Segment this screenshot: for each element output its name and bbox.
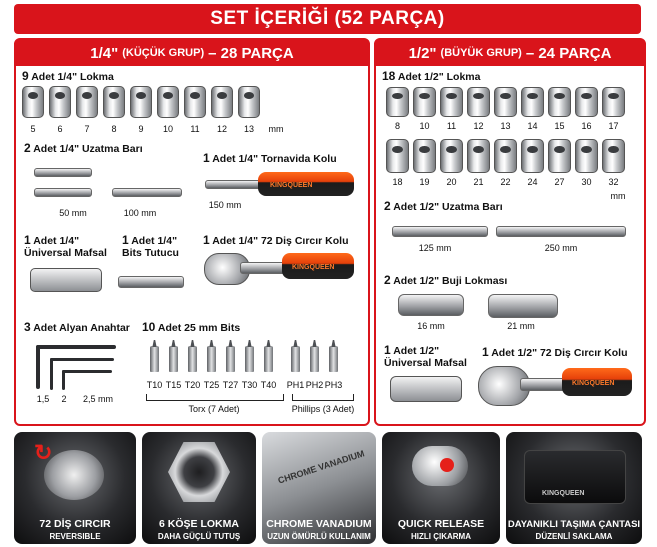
large-group-subtitle: (BÜYÜK GRUP) — [440, 47, 522, 59]
half-extension-125 — [392, 226, 488, 237]
hex-key-large-short — [36, 345, 40, 389]
spark-socket-21 — [488, 294, 558, 318]
half-socket-size: 19 — [419, 177, 430, 187]
quarter-socket — [184, 86, 206, 118]
half-socket — [575, 87, 598, 117]
torx-group-label: Torx (7 Adet) — [188, 404, 240, 414]
small-group-drive: 1/4" — [90, 44, 119, 62]
half-socket-size: 8 — [394, 121, 400, 131]
bit-size: T30 — [241, 380, 258, 390]
quarter-sockets-label: 9 Adet 1/4" Lokma — [22, 69, 114, 83]
feature-quick-sub: HIZLI ÇIKARMA — [411, 532, 471, 541]
half-socket-size: 13 — [500, 121, 511, 131]
half-socket-size: 20 — [446, 177, 457, 187]
half-socket-size: 16 — [581, 121, 592, 131]
half-socket-size: 30 — [581, 177, 592, 187]
universal-joint-quarter — [30, 268, 102, 292]
screwdriver-bit — [264, 346, 273, 372]
case-brand: KINGQUEEN — [542, 490, 585, 497]
screwdriver-bit — [150, 346, 159, 372]
half-socket — [467, 139, 490, 173]
half-socket — [413, 139, 436, 173]
bit-size: T20 — [184, 380, 201, 390]
quarter-ratchet-brand: KINGQUEEN — [292, 264, 335, 271]
quarter-socket — [76, 86, 98, 118]
half-socket — [602, 87, 625, 117]
screwdriver-size: 150 mm — [208, 200, 242, 210]
large-group-count: – 24 PARÇA — [525, 44, 612, 62]
half-socket — [440, 139, 463, 173]
half-socket — [386, 139, 409, 173]
bit-size: T15 — [165, 380, 182, 390]
quick-release-dot-icon — [440, 458, 454, 472]
phillips-group-label: Phillips (3 Adet) — [291, 404, 355, 414]
half-socket — [494, 87, 517, 117]
half-extension-250 — [496, 226, 626, 237]
quarter-socket — [157, 86, 179, 118]
hex-size-3: 2,5 mm — [82, 394, 113, 404]
feature-hex-socket — [142, 432, 256, 544]
half-extension-size-125: 125 mm — [418, 243, 452, 253]
screwdriver-bit — [188, 346, 197, 372]
half-socket — [548, 87, 571, 117]
small-group-count: – 28 PARÇA — [208, 44, 294, 62]
universal-joint-half — [390, 376, 462, 402]
large-group-header — [376, 40, 644, 66]
hex-keys-label: 3 Adet Alyan Anahtar — [24, 320, 130, 334]
bit-holder-label: 1 Adet 1/4" Bits Tutucu — [122, 233, 179, 259]
feature-chrome-title: CHROME VANADIUM — [266, 518, 372, 530]
quarter-socket-size: 6 — [57, 124, 63, 134]
bit-size: T40 — [260, 380, 277, 390]
hex-key-large-long — [36, 345, 116, 349]
half-socket — [413, 87, 436, 117]
half-socket — [521, 139, 544, 173]
quarter-socket-size: 10 — [162, 124, 173, 134]
half-ratchet-brand: KINGQUEEN — [572, 380, 615, 387]
half-socket — [548, 139, 571, 173]
half-socket-size: 18 — [392, 177, 403, 187]
half-socket — [575, 139, 598, 173]
quarter-socket-size: 8 — [111, 124, 117, 134]
bit-size: PH2 — [305, 380, 324, 390]
half-socket-size: 24 — [527, 177, 538, 187]
spark-sockets-label: 2 Adet 1/2" Buji Lokması — [384, 273, 508, 287]
quarter-socket — [130, 86, 152, 118]
half-socket-size: 17 — [608, 121, 619, 131]
chrome-engraving: CHROME VANADIUM — [276, 448, 366, 486]
ratchet-gear-icon — [44, 450, 104, 500]
hex-size-2: 2 — [61, 394, 67, 404]
spark-size-16: 16 mm — [417, 321, 445, 331]
hex-key-small-short — [62, 370, 65, 390]
bit-size: T27 — [222, 380, 239, 390]
feature-ratchet — [14, 432, 136, 544]
quarter-socket-size: 12 — [216, 124, 227, 134]
quarter-ratchet-label: 1 Adet 1/4" 72 Diş Cırcır Kolu — [203, 233, 349, 247]
half-socket-size: 10 — [419, 121, 430, 131]
half-joint-label: 1 Adet 1/2" Üniversal Mafsal — [384, 343, 467, 369]
screwdriver-bit — [226, 346, 235, 372]
half-sockets-unit: mm — [610, 191, 626, 201]
feature-case-sub: DÜZENLİ SAKLAMA — [535, 532, 613, 541]
half-socket-size: 22 — [500, 177, 511, 187]
feature-chrome-vanadium — [262, 432, 376, 544]
small-group-subtitle: (KÜÇÜK GRUP) — [122, 47, 205, 59]
half-socket — [386, 87, 409, 117]
reverse-arrow-icon: ↻ — [34, 440, 53, 465]
half-socket-size: 14 — [527, 121, 538, 131]
feature-quick-title: QUICK RELEASE — [397, 518, 485, 530]
extension-size-100: 100 mm — [123, 208, 157, 218]
quarter-joint-label: 1 Adet 1/4" Üniversal Mafsal — [24, 233, 107, 259]
screwdriver-bit — [169, 346, 178, 372]
screwdriver-bit — [329, 346, 338, 372]
half-socket-size: 15 — [554, 121, 565, 131]
bit-size: PH3 — [324, 380, 343, 390]
screwdriver-bit — [291, 346, 300, 372]
hex-size-1: 1,5 — [36, 394, 50, 404]
bits-label: 10 Adet 25 mm Bits — [142, 320, 241, 334]
spark-size-21: 21 mm — [507, 321, 535, 331]
quarter-socket-size: 13 — [243, 124, 254, 134]
extension-size-50: 50 mm — [59, 208, 87, 218]
hex-socket-icon — [168, 442, 230, 502]
half-socket — [440, 87, 463, 117]
feature-ratchet-title: 72 DİŞ CIRCIR — [39, 518, 111, 530]
half-socket-size: 11 — [446, 121, 457, 131]
phillips-bracket — [292, 394, 354, 401]
bit-size: T10 — [146, 380, 163, 390]
quarter-socket — [49, 86, 71, 118]
half-extensions-label: 2 Adet 1/2" Uzatma Barı — [384, 199, 503, 213]
bit-size: PH1 — [286, 380, 305, 390]
torx-bracket — [146, 394, 284, 401]
feature-case-title: DAYANIKLI TAŞIMA ÇANTASI — [507, 519, 641, 530]
set-contents-banner: SET İÇERİĞİ (52 PARÇA) — [14, 4, 641, 34]
half-extension-size-250: 250 mm — [544, 243, 578, 253]
half-socket — [602, 139, 625, 173]
quarter-socket-size: 9 — [138, 124, 144, 134]
quarter-extensions-label: 2 Adet 1/4" Uzatma Barı — [24, 141, 143, 155]
quarter-socket — [22, 86, 44, 118]
half-sockets-label: 18 Adet 1/2" Lokma — [382, 69, 481, 83]
extension-bar-50 — [34, 168, 92, 177]
quarter-socket-size: 11 — [190, 124, 200, 134]
half-socket-size: 21 — [473, 177, 484, 187]
screwdriver-bit — [207, 346, 216, 372]
feature-carry-case — [506, 432, 642, 544]
half-socket-size: 27 — [554, 177, 565, 187]
half-socket — [467, 87, 490, 117]
quarter-socket-size: 7 — [84, 124, 90, 134]
half-ratchet-label: 1 Adet 1/2" 72 Diş Cırcır Kolu — [482, 345, 628, 359]
quarter-socket — [103, 86, 125, 118]
feature-chrome-sub: UZUN ÖMÜRLÜ KULLANIM — [267, 532, 371, 541]
hex-key-mid-long — [50, 358, 114, 361]
half-socket — [494, 139, 517, 173]
quarter-socket-size: 5 — [30, 124, 36, 134]
screwdriver-brand: KINGQUEEN — [270, 182, 313, 189]
feature-quick-release — [382, 432, 500, 544]
bit-size: T25 — [203, 380, 220, 390]
large-group-drive: 1/2" — [408, 44, 437, 62]
hex-key-mid-short — [50, 358, 53, 390]
feature-hex-title: 6 KÖŞE LOKMA — [159, 518, 239, 530]
small-group-header — [16, 40, 368, 66]
spark-socket-16 — [398, 294, 464, 316]
bit-holder — [118, 276, 184, 288]
half-socket-size: 12 — [473, 121, 484, 131]
feature-hex-sub: DAHA GÜÇLÜ TUTUŞ — [157, 532, 241, 541]
extension-bar-100 — [112, 188, 182, 197]
quarter-socket-size: mm — [268, 124, 284, 134]
hex-key-small-long — [62, 370, 112, 373]
extension-bar-50b — [34, 188, 92, 197]
screwdriver-bit — [245, 346, 254, 372]
screwdriver-shaft — [205, 180, 265, 189]
half-socket — [521, 87, 544, 117]
screwdriver-label: 1 Adet 1/4" Tornavida Kolu — [203, 151, 337, 165]
screwdriver-bit — [310, 346, 319, 372]
quarter-socket — [238, 86, 260, 118]
feature-ratchet-sub: REVERSIBLE — [49, 532, 101, 541]
quarter-socket — [211, 86, 233, 118]
half-socket-size: 32 — [608, 177, 619, 187]
